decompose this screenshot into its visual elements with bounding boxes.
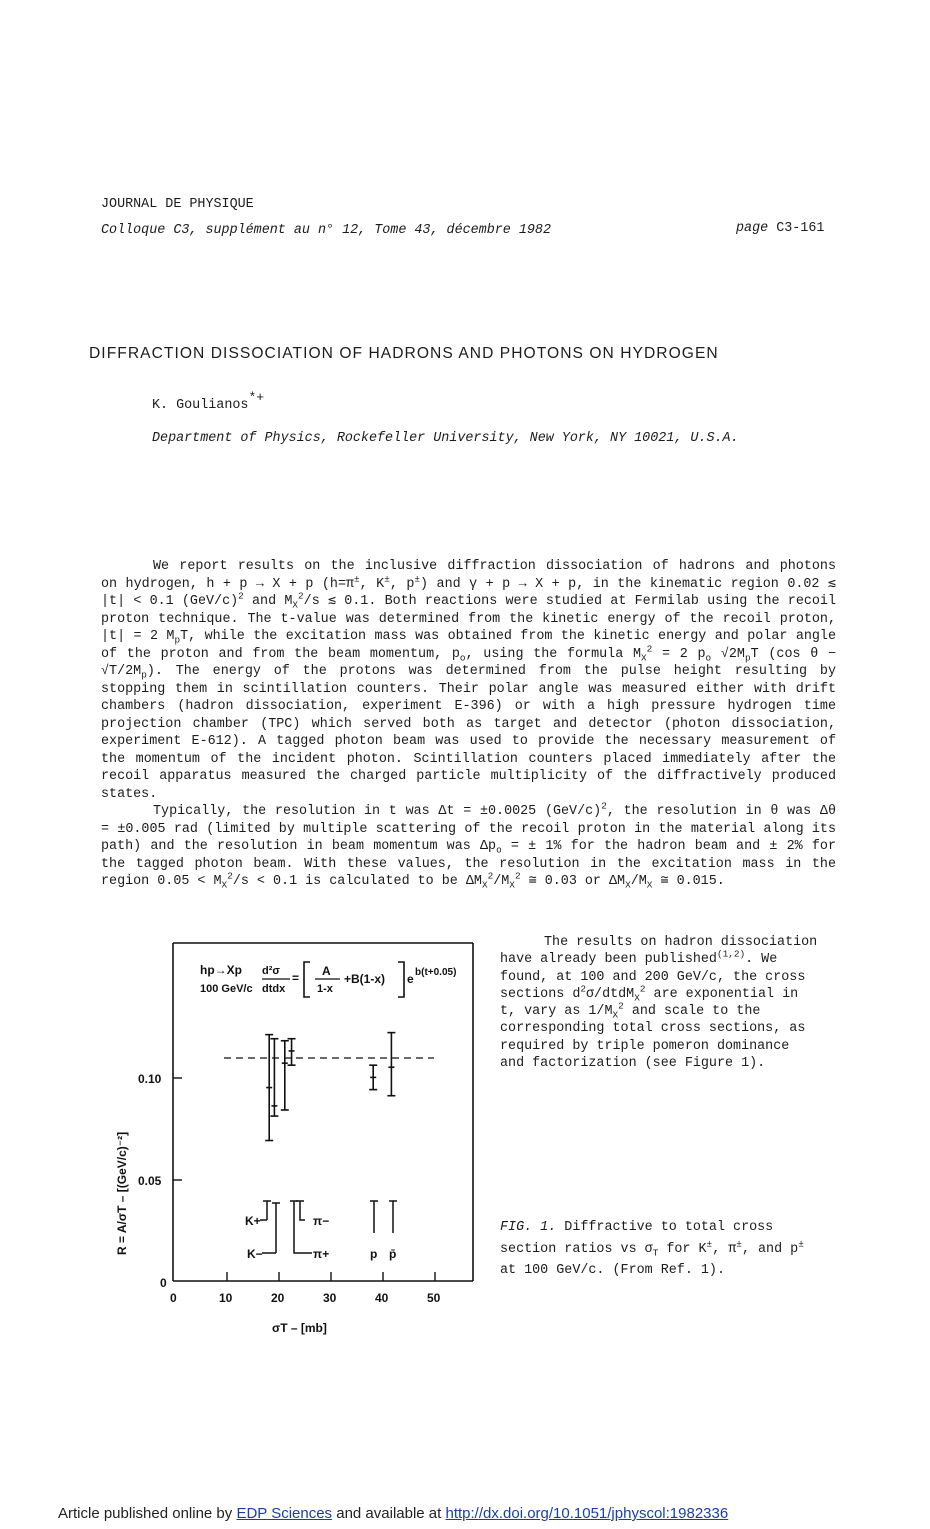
page-number	[736, 221, 824, 236]
colloque-line: Colloque C3, supplément au n° 12, Tome 43, décembre 1982	[101, 223, 551, 238]
legend-marker-pi-plus	[290, 1201, 312, 1253]
y-tick-label-005: 0.05	[138, 1174, 162, 1188]
figure-caption: FIG. 1. Diffractive to total cross section ratios vs $\sigma_T$ for K±, π±, and p± at 100 GeV/c. (From Ref. 1).	[500, 1220, 804, 1278]
x-tick-label-40: 40	[375, 1291, 389, 1305]
y-tick-label-010: 0.10	[138, 1072, 162, 1086]
formula-bracket-left	[304, 962, 310, 997]
legend-marker-pbar	[389, 1201, 397, 1233]
x-tick-label-0: 0	[170, 1291, 177, 1305]
x-ticks	[227, 1272, 435, 1281]
journal-name: JOURNAL DE PHYSIQUE	[101, 197, 254, 212]
paper-title: DIFFRACTION DISSOCIATION OF HADRONS AND PHOTONS ON HYDROGEN	[89, 345, 719, 362]
x-axis-label: σT – [mb]	[272, 1321, 327, 1335]
legend-marker-p	[370, 1201, 378, 1233]
data-points	[265, 1033, 395, 1141]
formula-exp: b(t+0.05)	[415, 967, 457, 978]
label-k-plus: K+	[245, 1214, 261, 1228]
x-tick-label-10: 10	[219, 1291, 233, 1305]
formula-lhs-den: dtdx	[262, 983, 286, 995]
formula-rhs-B: +B(1-x)	[344, 972, 386, 986]
x-tick-label-30: 30	[323, 1291, 337, 1305]
author-marks: *+	[248, 390, 265, 405]
footer: Article published online by EDP Sciences and available at http://dx.doi.org/10.1051/jphyscol:1982336	[58, 1505, 729, 1522]
page-number-value: C3-161	[776, 221, 825, 236]
author-name: K. Goulianos	[152, 398, 249, 413]
legend-marker-k-minus	[262, 1203, 280, 1253]
formula-reaction: hp→Xp	[200, 963, 242, 977]
author	[152, 390, 265, 413]
formula-equals: =	[292, 971, 300, 985]
x-tick-label-20: 20	[271, 1291, 285, 1305]
affiliation: Department of Physics, Rockefeller University, New York, NY 10021, U.S.A.	[152, 431, 739, 446]
figure-chart	[100, 935, 490, 1345]
y-axis-label: R = A/σT – [(GeV/c)⁻²]	[115, 1131, 129, 1255]
formula	[200, 962, 456, 997]
edp-sciences-link[interactable]: EDP Sciences	[236, 1505, 333, 1522]
label-pi-minus: π−	[313, 1214, 330, 1228]
abstract-body: We report results on the inclusive diffraction dissociation of hadrons and photons on hydrogen, h + p → X + p (h=π±, K±, p±) and γ + p → X + p, in the kinematic region 0.02 ≲ |t| < 0.1 $(GeV/c)^2$ and $M_X^2/s$ ≲ 0.1. Both reactions were studied at Fermilab using the recoil proton technique. The t-value was determined from the kinetic energy of the recoil proton, |t| = 2 $M_pT$, while the excitation mass was obtained from the kinetic energy and polar angle of the proton and from the beam momentum, $p_o$, using the formula $M_X^2 = 2$ $p_o$ $√2M_pT$ (cos $\theta - √T/2M_p$). The energy of the protons was determined from the pulse height resulting by stopping them in scintillation counters. Their polar angle was measured either with drift chambers (hadron dissociation, experiment E-396) or with a high pressure hydrogen time projection chamber (TPC) which served both as target and detector (photon dissociation, experiment E-612). A tagged photon beam was used to provide the necessary measurement of the momentum of the incident photon. Scintillation counters placed immediately after the recoil apparatus measured the charged particle multiplicity of the diffractively produced states. Typically, the resolution in t was Δt = ±0.0025 $(GeV/c)^2$, the resolution in θ was Δθ = ±0.005 rad (limited by multiple scattering of the recoil proton in the material along its path) and the resolution in beam momentum was $\Delta p_o$ = ± 1% for the hadron beam and ± 2% for the tagged photon beam. With these values, the resolution in the excitation mass in the region $0.05 < M_X^2/s < 0.1$ is calculated to be $\Delta M_X^2/M_X^2$ ≅ 0.03 or $\Delta M_X/M_X$ ≅ 0.015.	[101, 559, 837, 891]
legend-marker-k-plus	[260, 1201, 271, 1220]
formula-lhs-num: d²σ	[262, 965, 280, 977]
page-label: page	[736, 221, 769, 236]
doi-link[interactable]: http://dx.doi.org/10.1051/jphyscol:1982336	[445, 1505, 729, 1522]
formula-rhs-den: 1-x	[317, 983, 333, 995]
label-p: p	[370, 1247, 378, 1261]
results-paragraph: The results on hadron dissociation have already been published$^{(1,2)}$. We found, at 100 and 200 GeV/c, the cross sections $d^2\sigma/dtdM_X^2$ are exponential in t, vary as $1/M_X^2$ and scale to the corresponding total cross sections, as required by triple pomeron dominance and factorization (see Figure 1).	[500, 935, 818, 1072]
y-tick-label-0: 0	[160, 1276, 167, 1290]
formula-bracket-right	[398, 962, 404, 997]
legend-marker-pi-minus	[296, 1201, 305, 1220]
formula-exp-base: e	[407, 972, 414, 986]
formula-rhs-A: A	[322, 964, 331, 978]
label-k-minus: K−	[247, 1247, 263, 1261]
x-tick-label-50: 50	[427, 1291, 441, 1305]
label-pi-plus: π+	[313, 1247, 330, 1261]
label-pbar: p̄	[389, 1247, 397, 1261]
formula-energy: 100 GeV/c	[200, 983, 253, 995]
